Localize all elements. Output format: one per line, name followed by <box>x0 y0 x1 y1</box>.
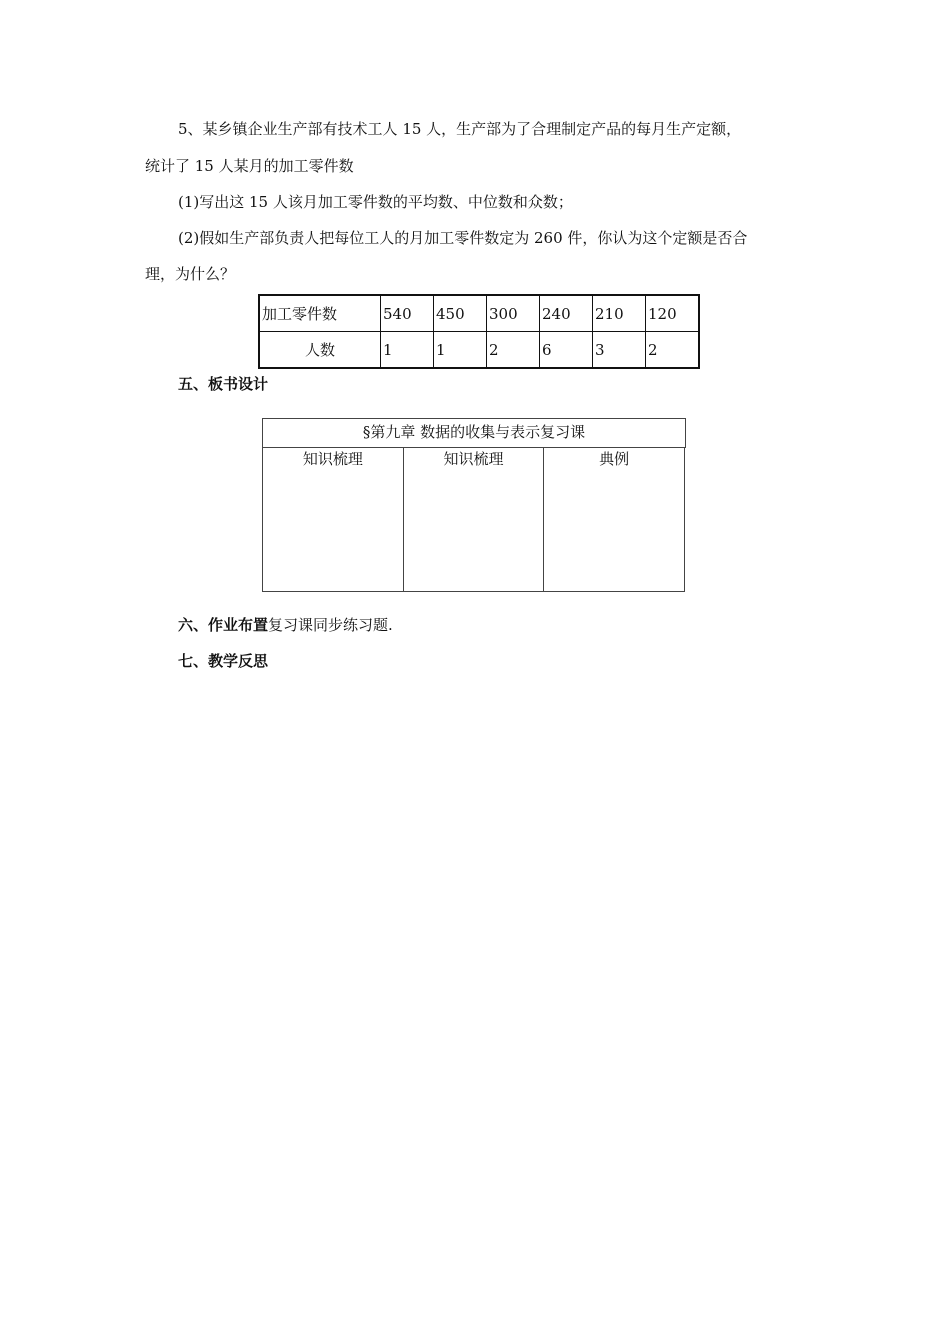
board-column: 知识梳理 <box>404 448 545 591</box>
table-header-parts: 加工零件数 <box>259 295 381 332</box>
table-cell: 210 <box>593 295 646 332</box>
question-5-sub-2-line-1: (2)假如生产部负责人把每位工人的月加工零件数定为 260 件，你认为这个定额是否合 <box>178 229 748 247</box>
table-row <box>259 295 699 332</box>
table-cell: 1 <box>434 332 487 369</box>
table-cell: 1 <box>381 332 434 369</box>
board-title: §第九章 数据的收集与表示复习课 <box>262 418 686 448</box>
board-column: 典例 <box>599 450 630 468</box>
section-6-text: 复习课同步练习题. <box>268 616 393 634</box>
question-5-line-2: 统计了 15 人某月的加工零件数 <box>145 157 354 175</box>
table-cell: 450 <box>434 295 487 332</box>
table-cell: 300 <box>487 295 540 332</box>
parts-count-table <box>258 294 700 369</box>
table-cell: 6 <box>540 332 593 369</box>
table-cell: 120 <box>646 295 700 332</box>
section-5-heading: 五、板书设计 <box>178 375 269 393</box>
table-cell: 2 <box>487 332 540 369</box>
section-7-heading: 七、教学反思 <box>178 652 269 670</box>
question-5-sub-2-line-2: 理，为什么？ <box>145 265 236 283</box>
table-cell: 2 <box>646 332 700 369</box>
table-cell: 3 <box>593 332 646 369</box>
table-cell: 240 <box>540 295 593 332</box>
section-6 <box>178 615 393 635</box>
board-column: 知识梳理 <box>263 448 404 591</box>
table-header-people: 人数 <box>259 332 381 369</box>
question-5-sub-1: (1)写出这 15 人该月加工零件数的平均数、中位数和众数； <box>178 193 573 211</box>
question-5-line-1: 5、某乡镇企业生产部有技术工人 15 人，生产部为了合理制定产品的每月生产定额， <box>178 120 742 138</box>
board-columns <box>262 448 685 592</box>
table-row <box>259 332 699 369</box>
section-6-heading: 六、作业布置 <box>178 616 269 634</box>
table-cell: 540 <box>381 295 434 332</box>
